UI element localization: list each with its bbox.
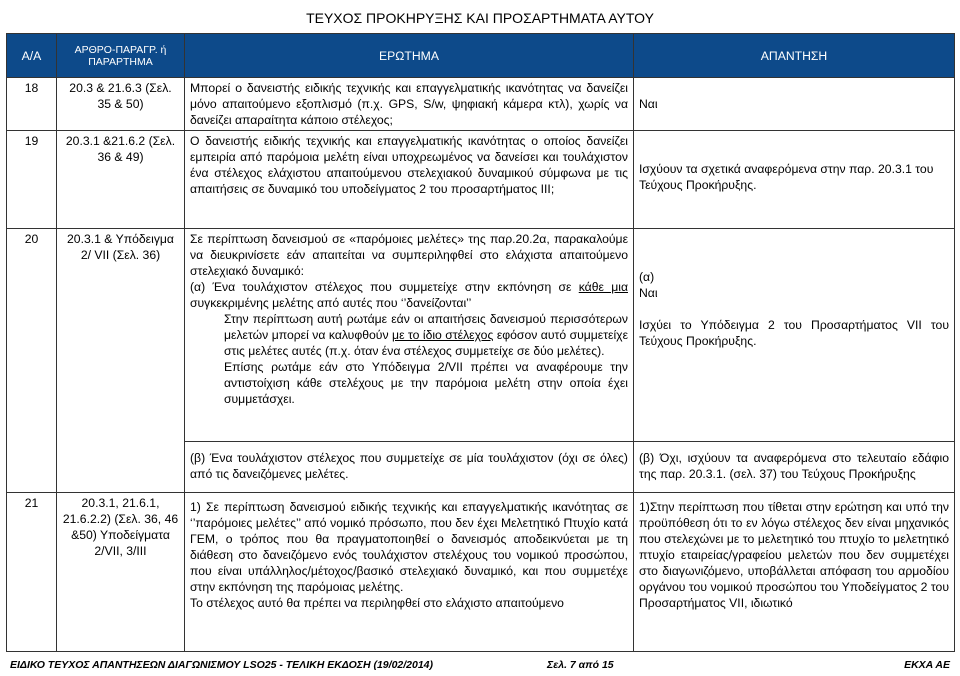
- row-answer-part-b: (β) Όχι, ισχύουν τα αναφερόμενα στο τελευταίο εδάφιο της παρ. 20.3.1. (σελ. 37) του Τεύχους Προκήρυξης: [634, 442, 955, 493]
- row-question: Ο δανειστής ειδικής τεχνικής και επαγγελματικής ικανότητας ο οποίος δανείζει εμπειρία από παρόμοια μελέτη είναι υποχρεωμένος να δανείσει και τουλάχιστον ένα στέλεχος ελάχιστου απαιτούμενου στελεχιακού δυναμικού σύμφωνα με τις απαιτήσεις σε δυναμικό του υποδείγματος 2 του προσαρτήματος ΙΙΙ;: [185, 131, 634, 229]
- table-header-row: [7, 34, 955, 78]
- row-number: 18: [7, 78, 57, 131]
- table-row: [7, 131, 955, 229]
- row-answer: Ισχύουν τα σχετικά αναφερόμενα στην παρ. 20.3.1 του Τεύχους Προκήρυξης.: [634, 131, 955, 229]
- answer-spacer: [639, 301, 949, 317]
- header-article: ΑΡΘΡΟ-ΠΑΡΑΓΡ. ή ΠΑΡΑΡΤΗΜΑ: [57, 34, 185, 78]
- question-part-a: (α) Ένα τουλάχιστον στέλεχος που συμμετείχε στην εκπόνηση σε κάθε μια συγκεκριμένης μελέτης από αυτές που ‘’δανείζονται’’: [190, 280, 628, 310]
- page-title: ΤΕΥΧΟΣ ΠΡΟΚΗΡΥΞΗΣ ΚΑΙ ΠΡΟΣΑΡΤΗΜΑΤΑ ΑΥΤΟΥ: [306, 10, 654, 26]
- header-question: ΕΡΩΤΗΜΑ: [185, 34, 634, 78]
- row-question: Μπορεί ο δανειστής ειδικής τεχνικής και επαγγελματικής ικανότητας να δανείζει μόνο απαιτούμενο εξοπλισμό (π.χ. GPS, S/w, ψηφιακή κάμερα κτλ), χωρίς να δανείζει απαραίτητα κάποιο στέλεχος;: [185, 78, 634, 131]
- row-question: [185, 229, 634, 442]
- row-number: 20: [7, 229, 57, 493]
- row-number: 19: [7, 131, 57, 229]
- answer-yes: Ναι: [639, 286, 658, 300]
- question-continued: Το στέλεχος αυτό θα πρέπει να περιληφθεί στο ελάχιστο απαιτούμενο: [190, 596, 564, 610]
- table-row: [7, 493, 955, 652]
- answer-note: Ισχύει το Υπόδειγμα 2 του Προσαρτήματος VII του Τεύχους Προκήρυξης.: [639, 318, 949, 348]
- row-number: 21: [7, 493, 57, 652]
- row-reference: 20.3.1 &21.6.2 (Σελ. 36 & 49): [57, 131, 185, 229]
- header-answer: ΑΠΑΝΤΗΣΗ: [634, 34, 955, 78]
- qa-table: [6, 33, 955, 652]
- question-part-a-followup: Στην περίπτωση αυτή ρωτάμε εάν οι απαιτήσεις δανεισμού περισσότερων μελετών μπορεί να καλυφθούν με το ίδιο στέλεχος εφόσον αυτό συμμετείχε στις μελέτες αυτές (π.χ. όταν ένα στέλεχος συμμετείχε σε δύο μελέτες).: [224, 312, 629, 358]
- question-main: 1) Σε περίπτωση δανεισμού ειδικής τεχνικής και επαγγελματικής ικανότητας σε ‘’παρόμοιες μελέτες’’ από νομικό πρόσωπο, που δεν έχει Μελετητικό Πτυχίο κατά ΓΕΜ, ο τρόπος που θα πραγματοποιηθεί ο δανεισμός αποδεικνύεται με τη διάθεση στο δανειζόμενο ενός τουλάχιστον στελέχους του νομικού προσώπου, που είναι υπάλληλος/μέτοχος/βασικό στελεχιακό δυναμικό, και που συμμετέχε στην εκπόνηση της παρόμοιας μελέτης.: [190, 500, 628, 594]
- question-intro: Σε περίπτωση δανεισμού σε «παρόμοιες μελέτες» της παρ.20.2α, παρακαλούμε να διευκρινίσετε εάν απαιτείται να συμπεριληφθεί στο ελάχιστα απαιτούμενο στελεχιακό δυναμικό:: [190, 232, 628, 278]
- row-question: [185, 493, 634, 652]
- answer-label-a: (α): [639, 270, 655, 284]
- table-row: [7, 229, 955, 442]
- table-row: [7, 78, 955, 131]
- page-footer: [10, 659, 950, 673]
- row-reference: 20.3 & 21.6.3 (Σελ. 35 & 50): [57, 78, 185, 131]
- row-reference: 20.3.1 & Υπόδειγμα 2/ VII (Σελ. 36): [57, 229, 185, 493]
- row-answer: [634, 229, 955, 442]
- footer-document-title: ΕΙΔΙΚΟ ΤΕΥΧΟΣ ΑΠΑΝΤΗΣΕΩΝ ΔΙΑΓΩΝΙΣΜΟΥ LSO25 - ΤΕΛΙΚΗ ΕΚΔΟΣΗ (19/02/2014): [10, 659, 434, 671]
- question-part-a-template: Επίσης ρωτάμε εάν στο Υπόδειγμα 2/VII πρέπει να αναφέρουμε την αντιστοίχιση κάθε στελέχους με την παρόμοια μελέτη στην οποία έχει συμμετάσχει.: [224, 360, 628, 406]
- row-question-part-b: (β) Ένα τουλάχιστον στέλεχος που συμμετείχε σε μία τουλάχιστον (όχι σε όλες) από τις δανειζόμενες μελέτες.: [185, 442, 634, 493]
- header-aa: Α/Α: [7, 34, 57, 78]
- row-answer: Ναι: [634, 78, 955, 131]
- row-reference: 20.3.1, 21.6.1, 21.6.2.2) (Σελ. 36, 46 &50) Υποδείγματα 2/VII, 3/III: [57, 493, 185, 652]
- footer-page-number: Σελ. 7 από 15: [547, 659, 614, 671]
- footer-organization: ΕΚΧΑ ΑΕ: [904, 659, 950, 671]
- row-answer: 1)Στην περίπτωση που τίθεται στην ερώτηση και υπό την προϋπόθεση ότι το εν λόγω στέλεχος δεν είναι μηχανικός που στελεχώνει με το μελετητικό του πτυχίο το μελετητικό πτυχίο εταιρείας/γραφείου μελετών που δεν συμμετέχει στο διαγωνιζόμενο, υποβάλλεται απόφαση του αρμοδίου οργάνου του νομικού προσώπου του Υποδείγματος 2 του Προσαρτήματος VII, ιδιωτικό: [634, 493, 955, 652]
